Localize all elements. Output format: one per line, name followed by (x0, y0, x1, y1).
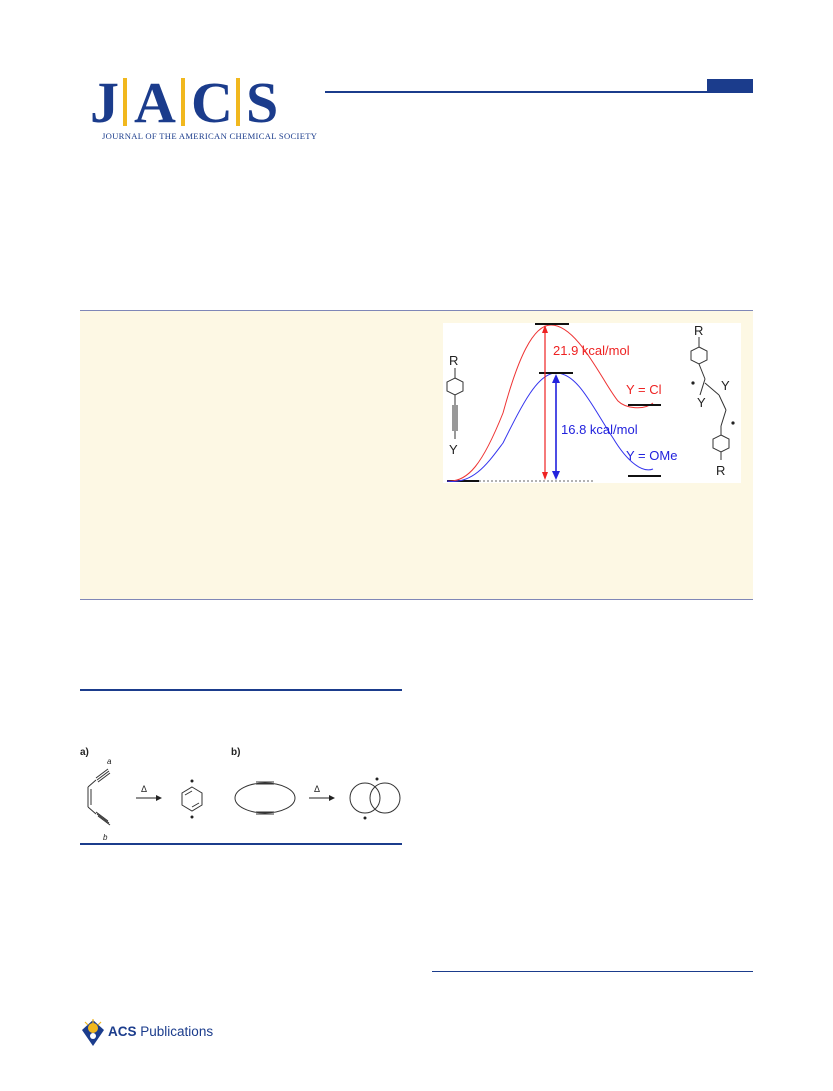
panel-a-label: a) (80, 747, 89, 758)
logo-divider (123, 78, 127, 126)
article-type-tab (707, 79, 753, 93)
journal-logo (80, 72, 340, 144)
acs-suffix: Publications (140, 1024, 214, 1039)
radical-dot (191, 816, 194, 819)
logo-letter-a: A (134, 70, 176, 135)
logo-letter-s: S (246, 70, 279, 135)
scheme-top-rule (80, 689, 402, 691)
alkyne-label-a: a (107, 757, 112, 766)
footnote-rule (432, 971, 753, 972)
journal-subtitle: JOURNAL OF THE AMERICAN CHEMICAL SOCIETY (102, 131, 318, 141)
alkyne-label-b: b (103, 833, 108, 842)
header-rule (325, 91, 753, 93)
panel-b-label: b) (231, 747, 241, 758)
product-r-top: R (694, 323, 704, 338)
product-y-right: Y (721, 378, 730, 393)
radical-dot (731, 421, 734, 424)
logo-divider (181, 78, 185, 126)
reactant-structure (447, 368, 463, 439)
acs-prefix: ACS (108, 1024, 137, 1039)
p-benzyne-ring (182, 787, 202, 811)
radical-dot (691, 381, 694, 384)
heat-label: Δ (141, 784, 148, 794)
scheme-figure (80, 745, 402, 845)
heat-label: Δ (314, 784, 321, 794)
energy-diagram (443, 323, 741, 483)
radical-dot (364, 817, 367, 820)
acs-publications-logo (80, 1018, 230, 1048)
product-ring-right (370, 783, 400, 813)
ome-barrier-label: 16.8 kcal/mol (561, 422, 638, 437)
acs-emblem-icon (80, 1018, 106, 1048)
product-ring-left (350, 783, 380, 813)
logo-letter-c: C (191, 70, 233, 135)
cl-barrier-label: 21.9 kcal/mol (553, 343, 630, 358)
logo-letter-j: J (90, 70, 119, 135)
y-ome-label: Y = OMe (626, 448, 678, 463)
bergman-scheme (80, 745, 402, 845)
scheme-bottom-rule (80, 843, 402, 845)
product-r-bottom: R (716, 463, 726, 478)
y-cl-label: Y = Cl (626, 382, 662, 397)
enediyne-structure (88, 769, 110, 825)
radical-dot (191, 780, 194, 783)
reactant-y-label: Y (449, 442, 458, 457)
reactant-r-label: R (449, 353, 459, 368)
product-y-left: Y (697, 395, 706, 410)
macrocycle (235, 783, 295, 813)
logo-divider (236, 78, 240, 126)
acs-publications-text (108, 1024, 213, 1039)
radical-dot (376, 778, 379, 781)
toc-graphic (443, 323, 741, 483)
